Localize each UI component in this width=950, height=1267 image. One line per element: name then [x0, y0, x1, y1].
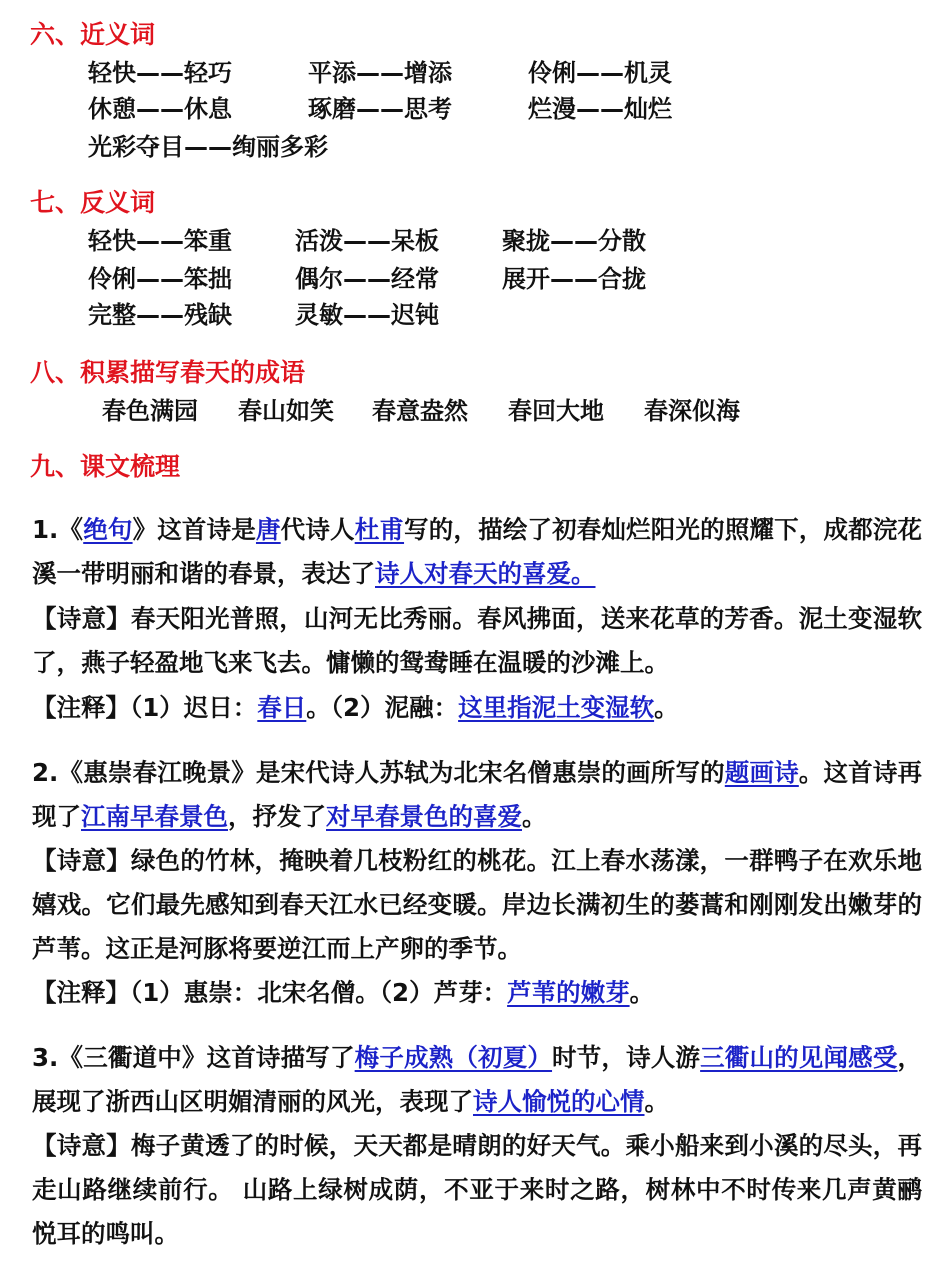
dynasty-highlight: 唐: [255, 515, 281, 544]
note-highlight: 这里指泥土变湿软: [458, 693, 655, 722]
section-title-antonyms: 七、反义词: [30, 188, 156, 217]
section-title-synonyms: 六、近义词: [30, 20, 156, 49]
antonym-row: [88, 262, 646, 296]
antonym-row: [88, 298, 439, 332]
word-pair: 展开——合拢: [502, 265, 646, 293]
word-pair: 伶俐——机灵: [528, 59, 672, 87]
poem-2-meaning: 【诗意】绿色的竹林，掩映着几枝粉红的桃花。江上春水荡漾，一群鸭子在欢乐地嬉戏。它们最先感知到春天江水已经变暖。岸边长满初生的蒌蒿和刚刚发出嫩芽的芦苇。这正是河豚将要逆江而上产卵的季节。: [32, 846, 922, 963]
idiom: 春回大地: [508, 397, 604, 425]
theme-highlight: 诗人对春天的喜爱。: [375, 559, 596, 588]
poem-2-summary: 2.《惠崇春江晚景》是宋代诗人苏轼为北宋名僧惠崇的画所写的题画诗。这首诗再现了江南早春景色，抒发了对早春景色的喜爱。: [32, 758, 923, 831]
poem-1-meaning: 【诗意】春天阳光普照，山河无比秀丽。春风拂面，送来花草的芳香。泥土变湿软了，燕子轻盈地飞来飞去。慵懒的鸳鸯睡在温暖的沙滩上。: [32, 604, 922, 677]
genre-highlight: 题画诗: [724, 758, 799, 787]
idiom: 春色满园: [102, 397, 198, 425]
poem-title-highlight: 绝句: [83, 515, 133, 544]
word-pair: 聚拢——分散: [502, 227, 646, 255]
word-pair: 休憩——休息: [88, 95, 232, 123]
word-pair: 轻快——轻巧: [88, 59, 232, 87]
scene-highlight: 江南早春景色: [81, 802, 228, 831]
word-pair: 琢磨——思考: [308, 95, 452, 123]
word-pair: 偶尔——经常: [295, 265, 439, 293]
word-pair: 活泼——呆板: [295, 227, 439, 255]
poet-text: 苏轼: [379, 758, 429, 787]
synonym-row: [88, 92, 672, 126]
idiom: 春深似海: [644, 397, 740, 425]
poem-3-summary: 3.《三衢道中》这首诗描写了梅子成熟（初夏）时节，诗人游三衢山的见闻感受，展现了浙西山区明媚清丽的风光，表现了诗人愉悦的心情。: [32, 1043, 923, 1116]
theme-highlight: 诗人愉悦的心情: [473, 1087, 645, 1116]
idiom: 春山如笑: [238, 397, 334, 425]
experience-highlight: 三衢山的见闻感受: [700, 1043, 898, 1072]
theme-highlight: 对早春景色的喜爱: [326, 802, 522, 831]
poem-3-meaning: 【诗意】梅子黄透了的时候，天天都是晴朗的好天气。乘小船来到小溪的尽头，再走山路继续前行。 山路上绿树成荫，不亚于来时之路，树林中不时传来几声黄鹂悦耳的鸣叫。: [32, 1131, 922, 1248]
poem-2-notes: 【注释】（1）惠崇：北宋名僧。（2）芦芽：芦苇的嫩芽。: [32, 978, 655, 1007]
note-highlight: 春日: [257, 693, 307, 722]
poem-1-summary: 1.《绝句》这首诗是唐代诗人杜甫写的，描绘了初春灿烂阳光的照耀下，成都浣花溪一带明丽和谐的春景，表达了诗人对春天的喜爱。: [32, 515, 923, 588]
season-highlight: 梅子成熟（初夏）: [354, 1043, 553, 1072]
word-pair: 轻快——笨重: [88, 227, 232, 255]
word-pair: 烂漫——灿烂: [528, 95, 672, 123]
word-pair: 伶俐——笨拙: [88, 265, 232, 293]
idiom-row: [102, 394, 740, 428]
antonym-row: [88, 224, 646, 258]
section-title-spring-idioms: 八、积累描写春天的成语: [30, 358, 306, 387]
word-pair: 平添——增添: [308, 59, 452, 87]
word-pair: 灵敏——迟钝: [295, 301, 439, 329]
idiom: 春意盎然: [372, 397, 468, 425]
word-pair: 光彩夺目——绚丽多彩: [88, 133, 328, 161]
word-pair: 完整——残缺: [88, 301, 232, 329]
section-title-text-review: 九、课文梳理: [30, 452, 181, 481]
note-highlight: 芦苇的嫩芽: [507, 978, 630, 1007]
poem-1-notes: 【注释】（1）迟日：春日。（2）泥融：这里指泥土变湿软。: [32, 693, 679, 722]
dynasty-text: 宋: [280, 758, 306, 787]
synonym-row: [88, 56, 672, 90]
synonym-row: [88, 130, 328, 164]
poet-highlight: 杜甫: [354, 515, 405, 544]
